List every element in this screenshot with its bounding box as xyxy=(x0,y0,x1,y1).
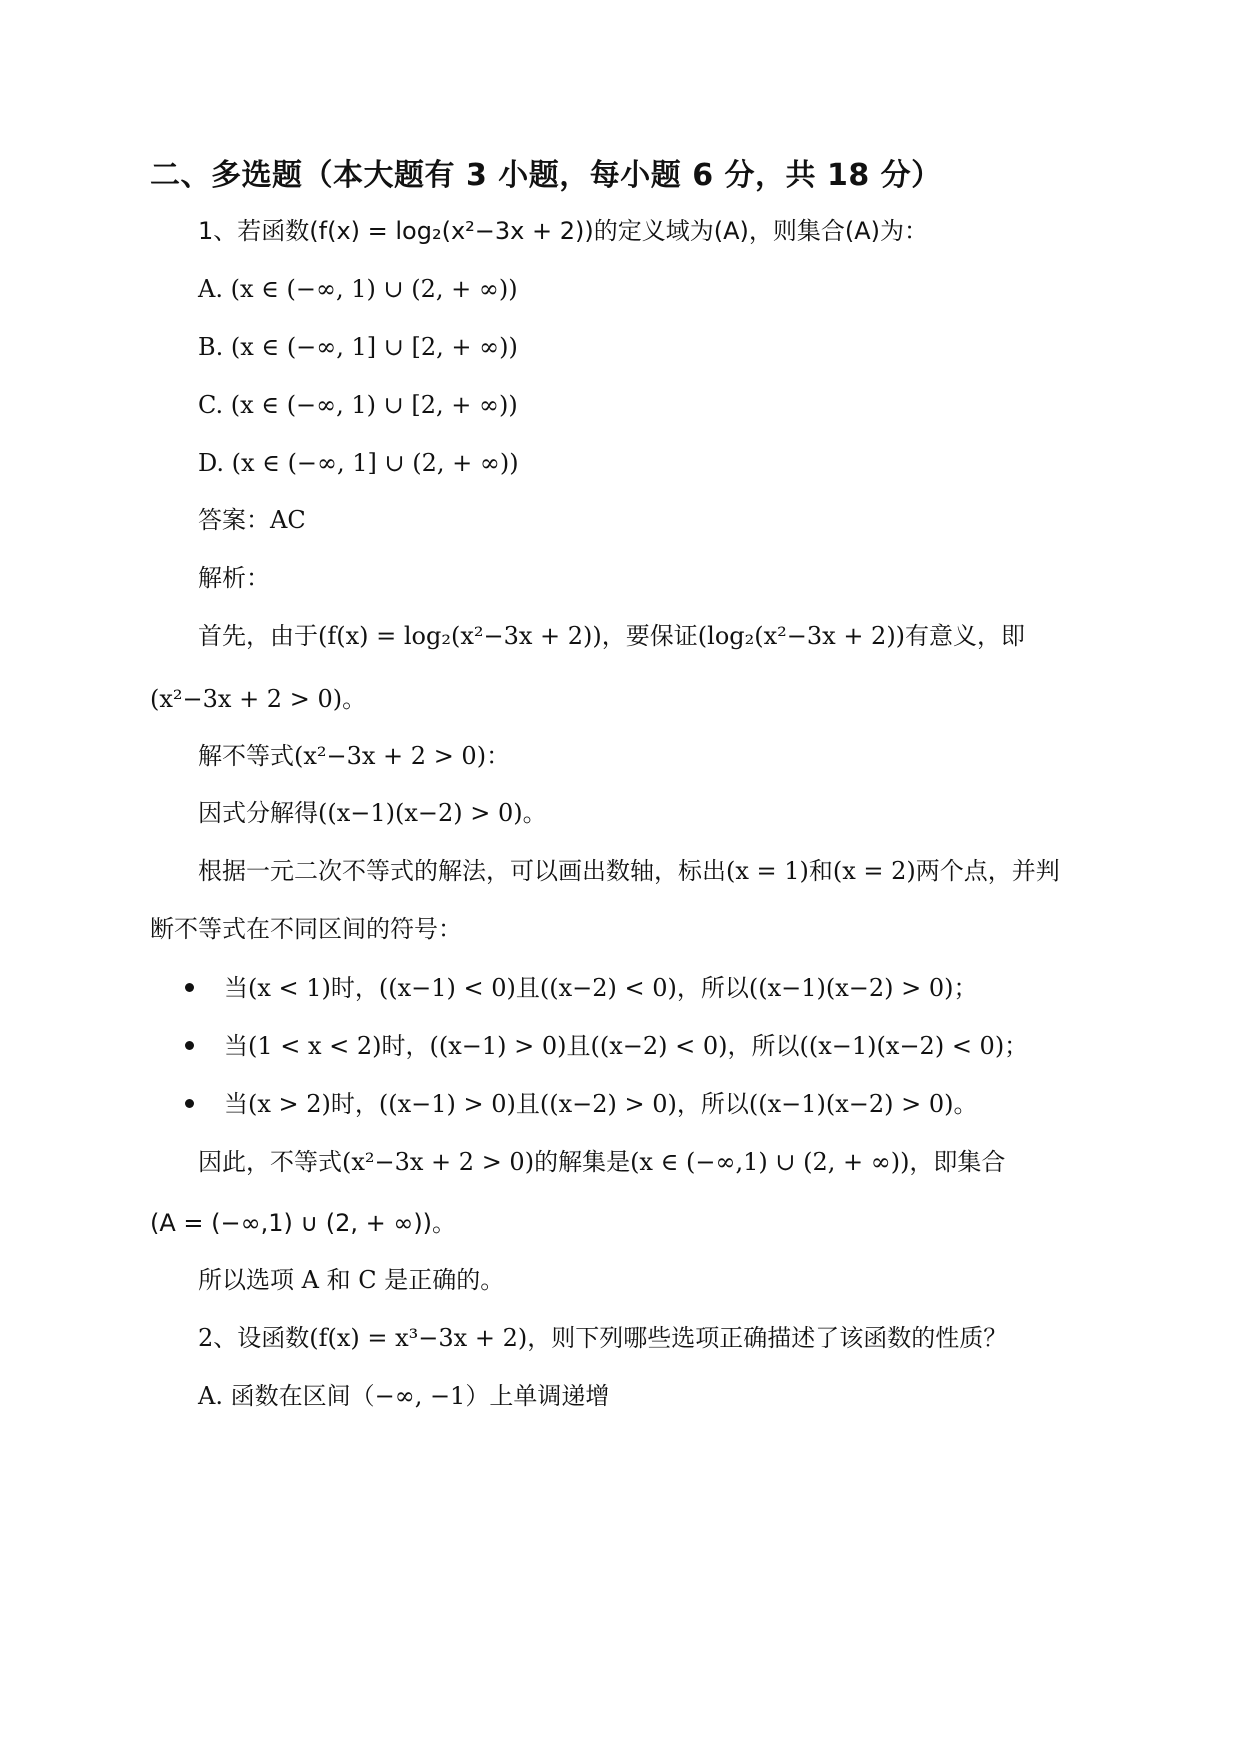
question-2-option-a: A. 函数在区间（−∞, −1）上单调递增 xyxy=(198,1382,610,1410)
analysis-line-1: 首先，由于(f(x) = log₂(x²−3x + 2))，要保证(log₂(x²−3x + 2))有意义，即 xyxy=(198,622,1026,650)
question-1-option-d: D. (x ∈ (−∞, 1] ∪ (2, + ∞)) xyxy=(198,449,519,477)
question-1-stem: 1、若函数(f(x) = log₂(x²−3x + 2))的定义域为(A)，则集合(A)为： xyxy=(198,217,929,245)
conclusion-line-3: 所以选项 A 和 C 是正确的。 xyxy=(198,1266,505,1294)
analysis-line-2: (x²−3x + 2 > 0)。 xyxy=(150,685,367,713)
interval-case-1 xyxy=(185,972,978,1004)
question-1-option-a: A. (x ∈ (−∞, 1) ∪ (2, + ∞)) xyxy=(198,275,518,303)
analysis-line-6: 断不等式在不同区间的符号： xyxy=(150,915,462,943)
question-1-option-c: C. (x ∈ (−∞, 1) ∪ [2, + ∞)) xyxy=(198,391,518,419)
bullet-icon xyxy=(185,1099,194,1108)
bullet-icon xyxy=(185,983,194,992)
analysis-line-4: 因式分解得((x−1)(x−2) > 0)。 xyxy=(198,799,547,827)
interval-case-text: 当(x > 2)时，((x−1) > 0)且((x−2) > 0)，所以((x−1)(x−2) > 0)。 xyxy=(224,1090,978,1118)
section-heading: 二、多选题（本大题有 3 小题，每小题 6 分，共 18 分） xyxy=(150,158,942,193)
interval-case-3 xyxy=(185,1088,978,1120)
question-1-analysis-label: 解析： xyxy=(198,564,270,592)
question-1-option-b: B. (x ∈ (−∞, 1] ∪ [2, + ∞)) xyxy=(198,333,518,361)
analysis-line-3: 解不等式(x²−3x + 2 > 0)： xyxy=(198,742,511,770)
interval-case-2 xyxy=(185,1030,1028,1062)
conclusion-line-2: (A = (−∞,1) ∪ (2, + ∞))。 xyxy=(150,1209,457,1237)
bullet-icon xyxy=(185,1041,194,1050)
question-1-answer: 答案：AC xyxy=(198,506,306,534)
analysis-line-5: 根据一元二次不等式的解法，可以画出数轴，标出(x = 1)和(x = 2)两个点，并判 xyxy=(198,857,1060,885)
interval-case-text: 当(x < 1)时，((x−1) < 0)且((x−2) < 0)，所以((x−1)(x−2) > 0)； xyxy=(224,974,978,1002)
question-2-stem: 2、设函数(f(x) = x³−3x + 2)，则下列哪些选项正确描述了该函数的性质？ xyxy=(198,1324,1008,1352)
conclusion-line-1: 因此，不等式(x²−3x + 2 > 0)的解集是(x ∈ (−∞,1) ∪ (2, + ∞))，即集合 xyxy=(198,1148,1006,1176)
interval-case-text: 当(1 < x < 2)时，((x−1) > 0)且((x−2) < 0)，所以((x−1)(x−2) < 0)； xyxy=(224,1032,1029,1060)
